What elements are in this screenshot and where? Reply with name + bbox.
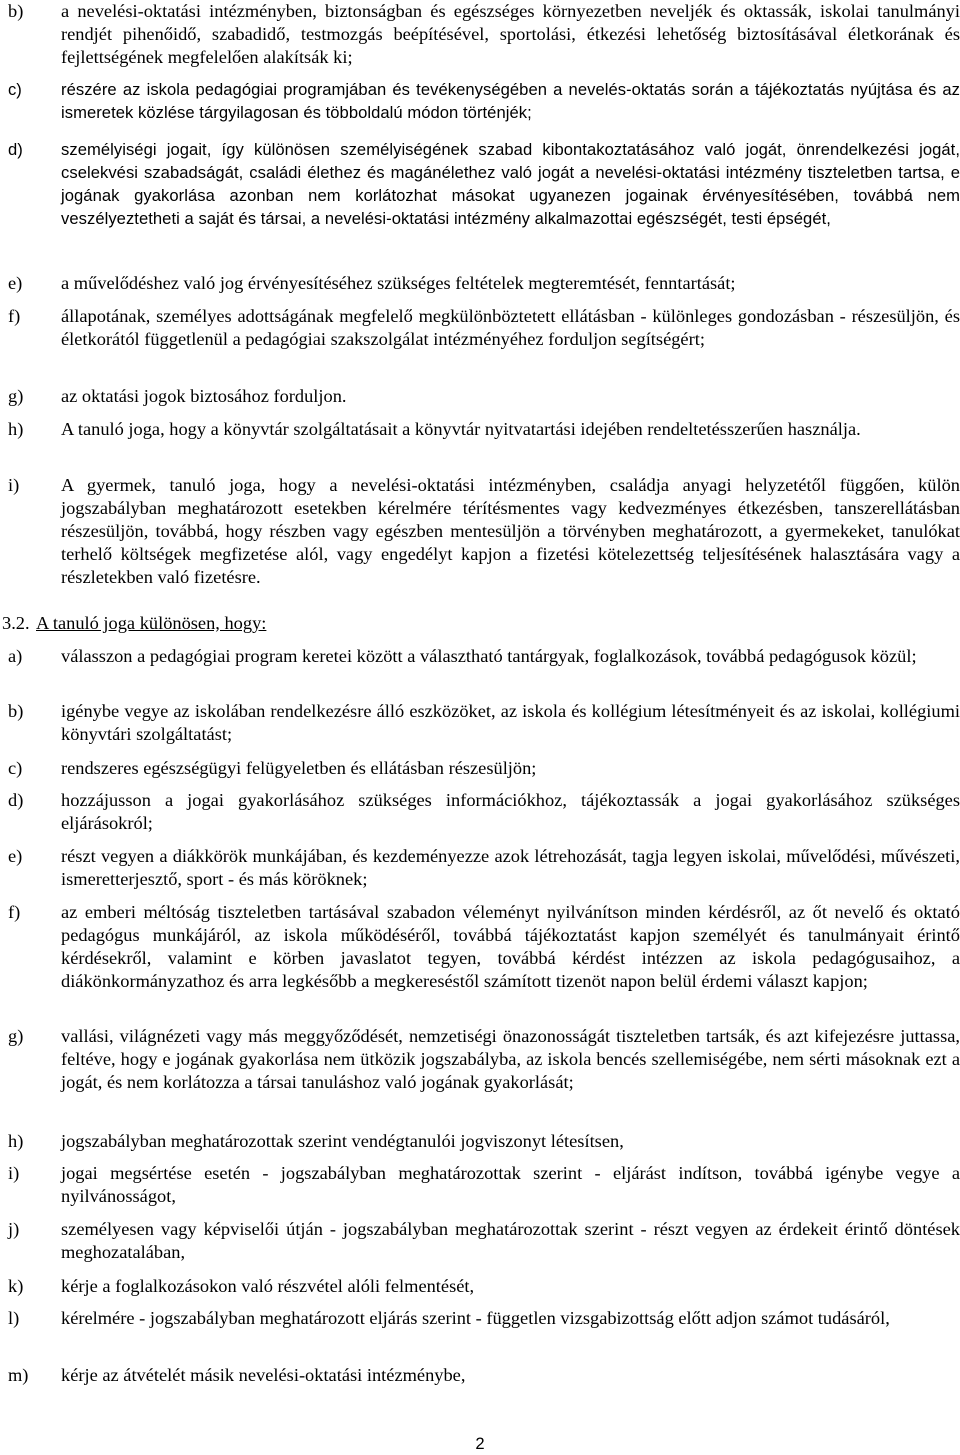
list-item-text: a művelődéshez való jog érvényesítéséhez szükséges feltételek megteremtését, fenntartását; bbox=[61, 273, 736, 293]
list-item-f bbox=[8, 305, 960, 351]
list-item-text: részt vegyen a diákkörök munkájában, és kezdeményezze azok létrehozását, tagja legyen iskolai, művelődési, művészeti, ismeretterjesztő, sport - és más köröknek; bbox=[61, 846, 960, 889]
list-item-i bbox=[8, 1162, 960, 1208]
list-marker: e) bbox=[8, 273, 23, 293]
list-marker: i) bbox=[8, 1163, 20, 1183]
list-item-text: válasszon a pedagógiai program keretei között a választható tantárgyak, foglalkozások, továbbá pedagógusok közül; bbox=[61, 646, 917, 666]
list-item-text: vallási, világnézeti vagy más meggyőződését, nemzetiségi önazonosságát tiszteletben tartsák, és azt kifejezésre juttassa, feltéve, hogy e jogának gyakorlása nem ütközik jogszabályba, az iskola bencés szellemiségébe, nem sérti másoknak ezt a jogát, és nem korlátozza a társai tanuláshoz való jogának gyakorlását; bbox=[61, 1026, 960, 1092]
list-item-h bbox=[8, 418, 960, 441]
list-item-text: jogszabályban meghatározottak szerint vendégtanulói jogviszonyt létesítsen, bbox=[61, 1131, 624, 1151]
list-item-c bbox=[8, 757, 960, 780]
list-marker: j) bbox=[8, 1219, 20, 1239]
list-item-text: rendszeres egészségügyi felügyeletben és ellátásban részesüljön; bbox=[61, 758, 537, 778]
list-item-text: hozzájusson a jogai gyakorlásához szükséges információkhoz, tájékoztassák a jogai gyakorlásához szükséges eljárásokról; bbox=[61, 790, 960, 833]
list-marker: k) bbox=[8, 1276, 24, 1296]
list-item-text: A gyermek, tanuló joga, hogy a nevelési-oktatási intézményben, családja anyagi helyzetétől függően, külön jogszabályban meghatározott esetekben kérelmére térítésmentes vagy kedvezményes étkezésben, tanszerellátásban részesüljön, továbbá, hogy részben vagy egészben mentesüljön a törvényben meghatározott, a gyermekeket, tanulókat terhelő költségek megfizetése alól, vagy engedélyt kapjon a fizetési kötelezettség teljesítésének halasztására vagy a részletekben való fizetésre. bbox=[61, 475, 960, 587]
list-marker: i) bbox=[8, 475, 20, 495]
list-item-text: kérelmére - jogszabályban meghatározott eljárás szerint - független vizsgabizottság előtt adjon számot tudásáról, bbox=[61, 1308, 890, 1328]
list-item-l bbox=[8, 1307, 960, 1330]
list-item-d bbox=[8, 138, 960, 230]
list-item-k bbox=[8, 1275, 960, 1298]
list-item-m bbox=[8, 1364, 960, 1387]
list-item-text: igénybe vegye az iskolában rendelkezésre álló eszközöket, az iskola és kollégium létesítményeit és az iskolai, kollégiumi könyvtári szolgáltatást; bbox=[61, 701, 960, 744]
list-marker: h) bbox=[8, 419, 24, 439]
list-item-text: A tanuló joga, hogy a könyvtár szolgáltatásait a könyvtár nyitvatartási idejében rendeltetésszerűen használja. bbox=[61, 419, 861, 439]
list-item-text: kérje az átvételét másik nevelési-oktatási intézménybe, bbox=[61, 1365, 466, 1385]
list-item-text: személyesen vagy képviselői útján - jogszabályban meghatározottak szerint - részt vegyen az érdekeit érintő döntések meghozatalában, bbox=[61, 1219, 960, 1262]
list-item-b bbox=[8, 700, 960, 746]
list-marker: h) bbox=[8, 1131, 24, 1151]
list-marker: g) bbox=[8, 386, 24, 406]
list-marker: a) bbox=[8, 646, 23, 666]
list-item-g bbox=[8, 1025, 960, 1094]
section-heading bbox=[2, 612, 266, 635]
section-number: 3.2. bbox=[2, 613, 30, 633]
list-marker: f) bbox=[8, 902, 21, 922]
list-marker: d) bbox=[8, 790, 24, 810]
page-number: 2 bbox=[475, 1434, 485, 1453]
section-title: A tanuló joga különösen, hogy: bbox=[36, 613, 267, 633]
list-marker: g) bbox=[8, 1026, 24, 1046]
list-item-d bbox=[8, 789, 960, 835]
list-item-e bbox=[8, 272, 960, 295]
list-item-g bbox=[8, 385, 960, 408]
list-item-h bbox=[8, 1130, 960, 1153]
list-marker: d) bbox=[8, 140, 23, 159]
list-marker: b) bbox=[8, 1, 24, 21]
list-item-text: személyiségi jogait, így különösen személyiségének szabad kibontakoztatásához való jogát, önrendelkezési jogát, cselekvési szabadságát, családi élethez és magánélethez való jogát a nevelési-oktatási intézmény tiszteletben tartsa, e jogának gyakorlása azonban nem korlátozhat másokat ugyanezen jogainak érvényesítésében, továbbá nem veszélyeztetheti a saját és társai, a nevelési-oktatási intézmény alkalmazottai egészségét, testi épségét, bbox=[61, 140, 960, 228]
list-item-text: az oktatási jogok biztosához forduljon. bbox=[61, 386, 347, 406]
list-item-i bbox=[8, 474, 960, 589]
list-marker: l) bbox=[8, 1308, 20, 1328]
list-marker: m) bbox=[8, 1365, 29, 1385]
list-item-c bbox=[8, 78, 960, 124]
list-marker: b) bbox=[8, 701, 24, 721]
list-item-a bbox=[8, 645, 960, 668]
list-marker: f) bbox=[8, 306, 21, 326]
list-item-f bbox=[8, 901, 960, 993]
list-item-text: kérje a foglalkozásokon való részvétel alóli felmentését, bbox=[61, 1276, 475, 1296]
list-item-text: részére az iskola pedagógiai programjában és tevékenységében a nevelés-oktatás során a tájékoztatás nyújtása és az ismeretek közlése tárgyilagosan és többoldalú módon történjék; bbox=[61, 80, 960, 122]
list-item-text: jogai megsértése esetén - jogszabályban meghatározottak szerint - eljárást indítson, továbbá igénybe vegye a nyilvánosságot, bbox=[61, 1163, 960, 1206]
list-marker: c) bbox=[8, 80, 22, 99]
list-item-text: a nevelési-oktatási intézményben, biztonságban és egészséges környezetben neveljék és oktassák, iskolai tanulmányi rendjét pihenőidő, szabadidő, testmozgás beépítésével, sportolási, étkezési lehetőség biztosításával életkorának és fejlettségének megfelelően alakítsák ki; bbox=[61, 1, 960, 67]
list-item-j bbox=[8, 1218, 960, 1264]
list-item-text: állapotának, személyes adottságának megfelelő megkülönböztetett ellátásban - különleges gondozásban - részesüljön, és életkorától függetlenül a pedagógiai szakszolgálat intézményéhez forduljon segítségért; bbox=[61, 306, 960, 349]
list-item-e bbox=[8, 845, 960, 891]
list-item-b bbox=[8, 0, 960, 69]
list-marker: e) bbox=[8, 846, 23, 866]
list-item-text: az emberi méltóság tiszteletben tartásával szabadon véleményt nyilvánítson minden kérdésről, az őt nevelő és oktató pedagógus munkájáról, az iskola működéséről, továbbá tájékoztatást kapjon személyét és tanulmányait érintő kérdésekről, valamint e körben javaslatot tegyen, továbbá kérdést intézzen az iskola pedagógusaihoz, a diákönkormányzathoz és arra legkésőbb a megkereséstől számított tizenöt napon belül érdemi választ kapjon; bbox=[61, 902, 960, 991]
list-marker: c) bbox=[8, 758, 23, 778]
